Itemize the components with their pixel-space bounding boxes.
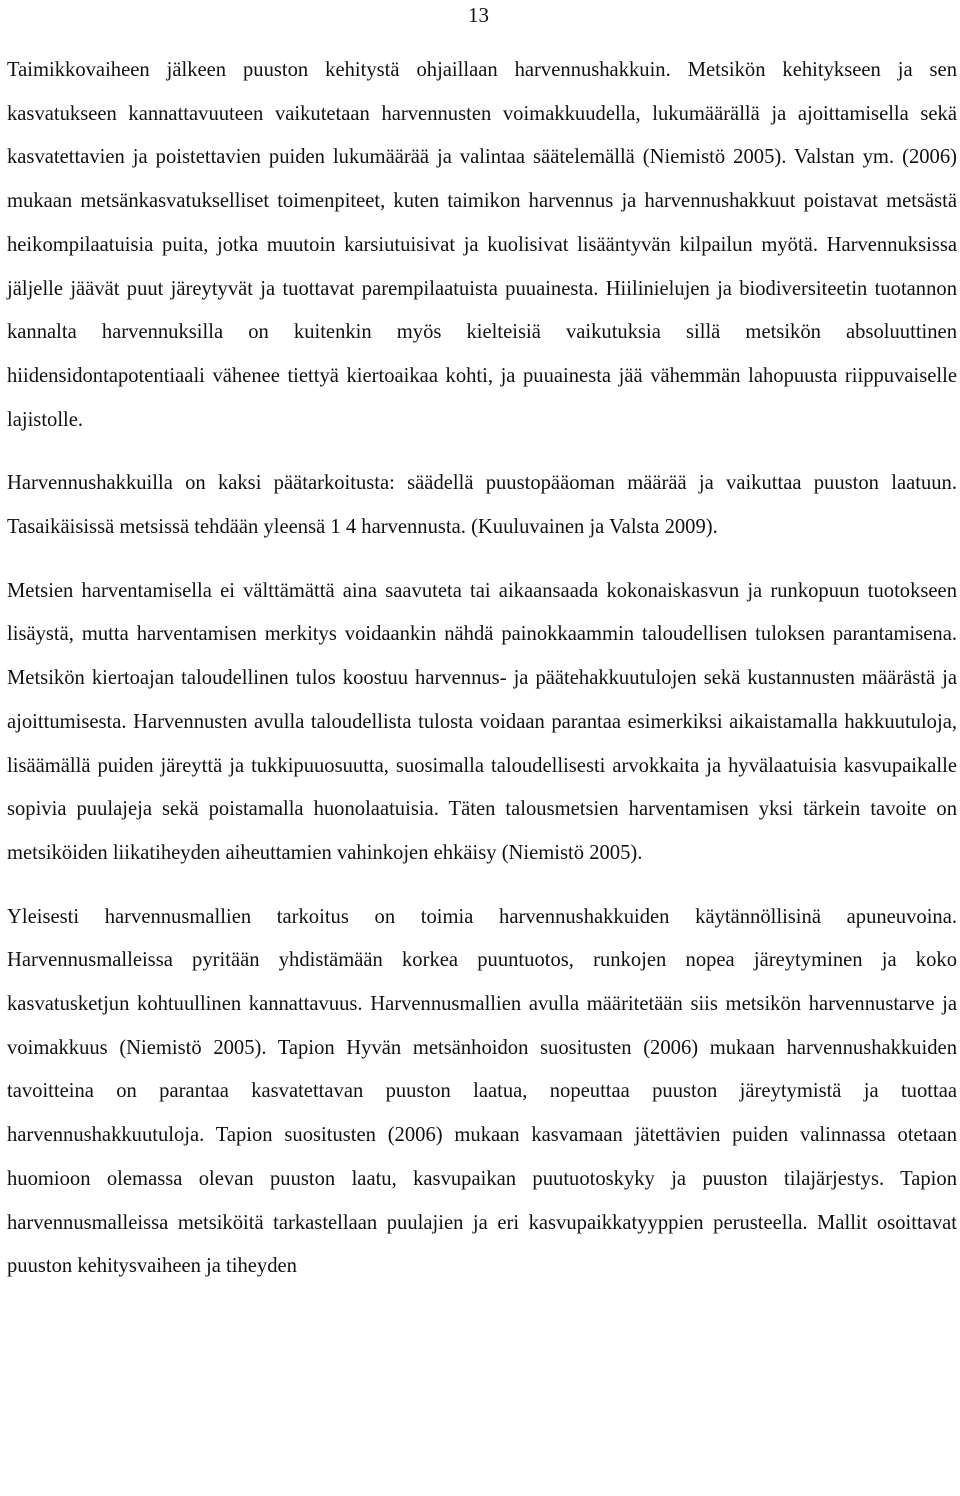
paragraph-thinning-purposes: Harvennushakkuilla on kaksi päätarkoitusta: säädellä puustopääoman määrää ja vaikuttaa puuston laatuun. Tasaikäisissä metsissä tehdään yleensä 1 4 harvennusta. (Kuuluvainen ja Valsta 2009). (7, 472, 957, 539)
paragraph-thinning-models: Yleisesti harvennusmallien tarkoitus on toimia harvennushakkuiden käytännöllisinä apuneuvoina. Harvennusmalleissa pyritään yhdistämään korkea puuntuotos, runkojen nopea järeytyminen ja koko kasvatusketjun kohtuullinen kannattavuus. Harvennusmallien avulla määritetään siis metsikön harvennustarve ja voimakkuus (Niemistö 2005). Tapion Hyvän metsänhoidon suositusten (2006) mukaan harvennushakkuiden tavoitteina on parantaa kasvatettavan puuston laatua, nopeuttaa puuston järeytymistä ja tuottaa harvennushakkuutuloja. Tapion suositusten (2006) mukaan kasvamaan jätettävien puiden valinnassa otetaan huomioon olemassa olevan puuston laatu, kasvupaikan puutuotoskyky ja puuston tilajärjestys. Tapion harvennusmalleissa metsiköitä tarkastellaan puulajien ja eri kasvupaikkatyyppien perusteella. Mallit osoittavat puuston kehitysvaiheen ja tiheyden (7, 905, 957, 1278)
body-text (7, 49, 957, 1289)
page-number: 13 (468, 3, 489, 27)
paragraph-thinning-overview: Taimikkovaiheen jälkeen puuston kehitystä ohjaillaan harvennushakkuin. Metsikön kehitykseen ja sen kasvatukseen kannattavuuteen vaikutetaan harvennusten voimakkuudella, lukumäärällä ja ajoittamisella sekä kasvatettavien ja poistettavien puiden lukumäärää ja valintaa säätelemällä (Niemistö 2005). Valstan ym. (2006) mukaan metsänkasvatukselliset toimenpiteet, kuten taimikon harvennus ja harvennushakkuut poistavat metsästä heikompilaatuisia puita, jotka muutoin karsiutuisivat ja kuolisivat lisääntyvän kilpailun myötä. Harvennuksissa jäljelle jäävät puut järeytyvät ja tuottavat parempilaatuista puuainesta. Hiilinielujen ja biodiversiteetin tuotannon kannalta harvennuksilla on kuitenkin myös kielteisiä vaikutuksia sillä metsikön absoluuttinen hiidensidontapotentiaali vähenee tiettyä kiertoaikaa kohti, ja puuainesta jää vähemmän lahopuusta riippuvaiselle lajistolle. (7, 59, 957, 431)
paragraph-thinning-economics: Metsien harventamisella ei välttämättä aina saavuteta tai aikaansaada kokonaiskasvun ja runkopuun tuotokseen lisäystä, mutta harventamisen merkitys voidaankin nähdä painokkaammin taloudellisen tuloksen parantamisena. Metsikön kiertoajan taloudellinen tulos koostuu harvennus- ja päätehakkuutulojen sekä kustannusten määrästä ja ajoittumisesta. Harvennusten avulla taloudellista tulosta voidaan parantaa esimerkiksi aikaistamalla hakkuutuloja, lisäämällä puiden järeyttä ja tukkipuuosuutta, suosimalla taloudellisesti arvokkaita ja hyvälaatuisia kasvupaikalle sopivia puulajeja sekä poistamalla huonolaatuisia. Täten talousmetsien harventamisen yksi tärkein tavoite on metsiköiden liikatiheyden aiheuttamien vahinkojen ehkäisy (Niemistö 2005). (7, 579, 957, 864)
